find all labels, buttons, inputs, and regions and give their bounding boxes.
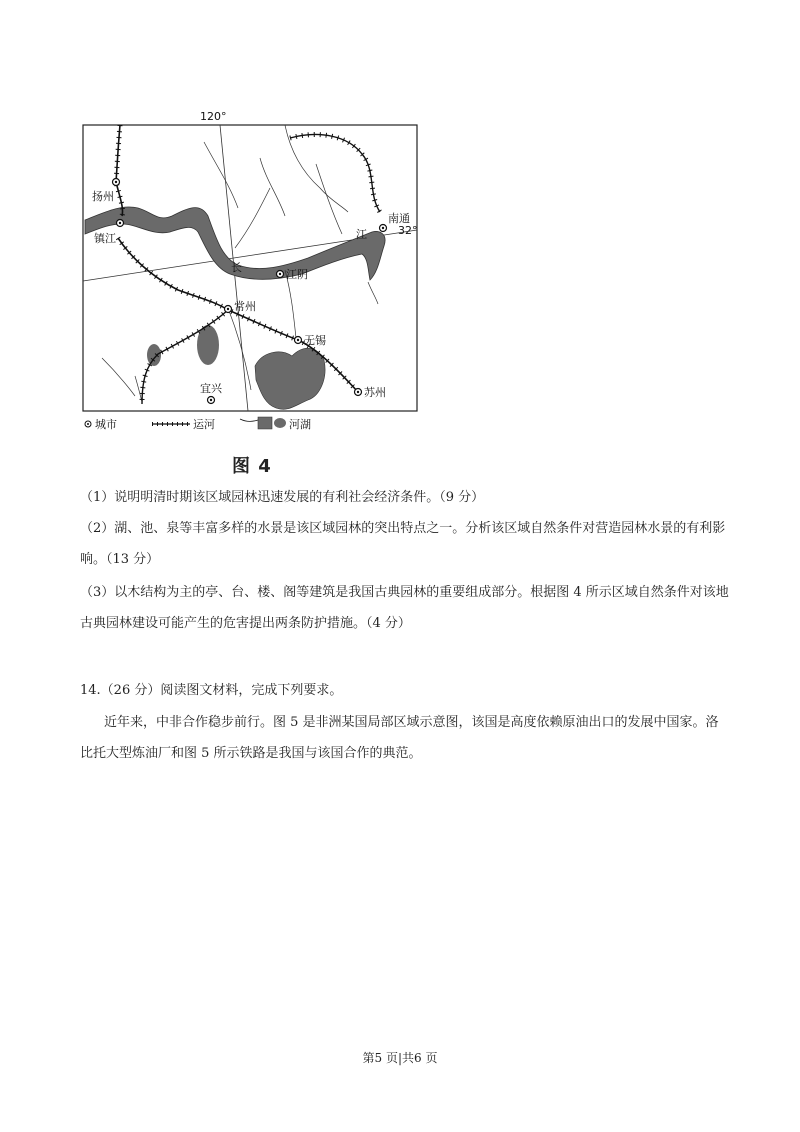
map-svg: [80, 108, 422, 438]
question-14-title: 14.（26 分）阅读图文材料，完成下列要求。: [80, 683, 343, 698]
city-label-yixing: 宜兴: [200, 382, 222, 395]
legend-city-label: 城市: [95, 418, 117, 431]
question-13-part-1: （1）说明明清时期该区域园林迅速发展的有利社会经济条件。（9 分）: [80, 490, 485, 505]
question-13-part-2: （2）湖、池、泉等丰富多样的水景是该区域园林的突出特点之一。分析该区域自然条件对营造园林水景的有利影响。（13 分）: [80, 521, 726, 567]
city-label-zhenjiang: 镇江: [94, 232, 116, 245]
legend-river-lake-label: 河湖: [289, 418, 311, 431]
longitude-label: 120°: [200, 110, 227, 123]
question-13-part-3: （3）以木结构为主的亭、台、楼、阁等建筑是我国古典园林的重要组成部分。根据图 4 所示区域自然条件对该地古典园林建设可能产生的危害提出两条防护措施。（4 分）: [80, 585, 729, 631]
river-char-chang: 长: [231, 261, 242, 274]
page-footer: 第5 页|共6 页: [362, 1051, 438, 1065]
legend-river-line: [240, 419, 258, 421]
changdang-lake: [147, 344, 161, 366]
latitude-label: 32°: [398, 224, 418, 237]
city-label-wuxi: 无锡: [304, 334, 326, 347]
map-legend: [85, 417, 311, 431]
question-14-paragraph: 近年来，中非合作稳步前行。图 5 是非洲某国局部区域示意图，该国是高度依赖原油出口的发展中国家。洛比托大型炼油厂和图 5 所示铁路是我国与该国合作的典范。: [80, 715, 719, 761]
legend-lake-shape: [274, 418, 286, 428]
city-label-changzhou: 常州: [234, 300, 256, 313]
figure-caption: 图 4: [232, 456, 272, 477]
city-label-yangzhou: 扬州: [92, 190, 114, 203]
city-label-jiangyin: 江阴: [286, 268, 308, 281]
legend-canal-label: 运河: [193, 418, 215, 431]
river-char-jiang: 江: [356, 228, 367, 241]
city-label-suzhou: 苏州: [364, 386, 386, 399]
city-label-nantong: 南通: [388, 212, 410, 225]
legend-river-band: [258, 417, 272, 429]
figure-4-map: [80, 108, 422, 438]
